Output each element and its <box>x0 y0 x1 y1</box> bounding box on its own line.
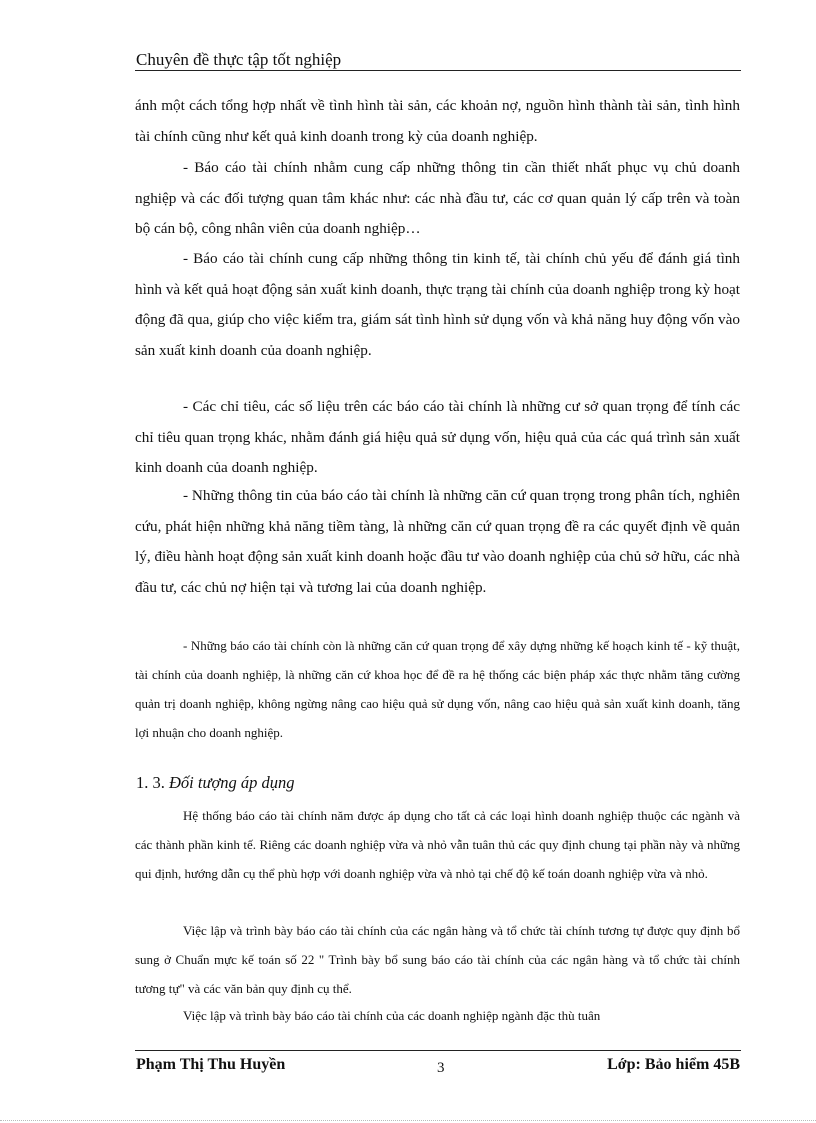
paragraph-9: Việc lập và trình bày báo cáo tài chính của các doanh nghiệp ngành đặc thù tuân <box>183 1008 601 1023</box>
footer-class: Lớp: Bảo hiểm 45B <box>607 1056 740 1073</box>
paragraph-5: - Những thông tin của báo cáo tài chính là những căn cứ quan trọng trong phân tích, nghiên cứu, phát hiện những khả năng tiềm tàng, là những căn cứ quan trọng đề ra các quyết định về quản lý, điều hành hoạt động sản xuất kinh doanh hoặc đầu tư vào doanh nghiệp của chủ sở hữu, các nhà đầu tư, các chủ nợ hiện tại và tương lai của doanh nghiệp. <box>135 487 740 596</box>
section-number: 1. 3. <box>136 773 165 792</box>
footer-divider <box>135 1050 741 1051</box>
paragraph-3: - Báo cáo tài chính cung cấp những thông tin kinh tế, tài chính chủ yếu để đánh giá tình hình và kết quả hoạt động sản xuất kinh doanh, thực trạng tài chính của doanh nghiệp trong kỳ hoạt động đã qua, giúp cho việc kiểm tra, giám sát tình hình sử dụng vốn và khả năng huy động vốn vào sản xuất kinh doanh của doanh nghiệp. <box>135 250 740 359</box>
section-heading <box>136 773 295 793</box>
paragraph-2: - Báo cáo tài chính nhằm cung cấp những thông tin cần thiết nhất phục vụ chủ doanh nghiệp và các đối tượng quan tâm khác như: các nhà đầu tư, các cơ quan quản lý cấp trên và toàn bộ cán bộ, công nhân viên của doanh nghiệp… <box>135 159 740 237</box>
page-edge-line <box>0 1120 816 1121</box>
header-divider <box>135 70 741 71</box>
paragraph-7: Hệ thống báo cáo tài chính năm được áp dụng cho tất cả các loại hình doanh nghiệp thuộc các ngành và các thành phần kinh tế. Riêng các doanh nghiệp vừa và nhỏ vẫn tuân thủ các quy định chung tại phần này và những qui định, hướng dẫn cụ thể phù hợp với doanh nghiệp vừa và nhỏ tại chế độ kế toán doanh nghiệp vừa và nhỏ. <box>135 808 740 881</box>
page-number: 3 <box>437 1060 445 1076</box>
paragraph-6: - Những báo cáo tài chính còn là những căn cứ quan trọng để xây dựng những kế hoạch kinh tế - kỹ thuật, tài chính của doanh nghiệp, là những căn cứ khoa học để đề ra hệ thống các biện pháp xác thực nhằm tăng cường quản trị doanh nghiệp, không ngừng nâng cao hiệu quả sử dụng vốn, nâng cao hiệu quả sản xuất kinh doanh, tăng lợi nhuận cho doanh nghiệp. <box>135 638 740 740</box>
footer-author: Phạm Thị Thu Huyền <box>136 1056 286 1073</box>
paragraph-4: - Các chỉ tiêu, các số liệu trên các báo cáo tài chính là những cư sở quan trọng để tính các chỉ tiêu quan trọng khác, nhằm đánh giá hiệu quả sử dụng vốn, hiệu quả của các quá trình sản xuất kinh doanh của doanh nghiệp. <box>135 398 740 476</box>
paragraph-8: Việc lập và trình bày báo cáo tài chính của các ngân hàng và tổ chức tài chính tương tự được quy định bổ sung ở Chuẩn mực kế toán số 22 " Trình bày bổ sung báo cáo tài chính của các ngân hàng và tổ chức tài chính tương tự" và các văn bản quy định cụ thể. <box>135 923 740 996</box>
paragraph-1: ánh một cách tổng hợp nhất về tình hình tài sản, các khoản nợ, nguồn hình thành tài sản, tình hình tài chính cũng như kết quả kinh doanh trong kỳ của doanh nghiệp. <box>135 97 740 145</box>
header-title: Chuyên đề thực tập tốt nghiệp <box>136 50 342 69</box>
section-title: Đối tượng áp dụng <box>169 773 295 792</box>
